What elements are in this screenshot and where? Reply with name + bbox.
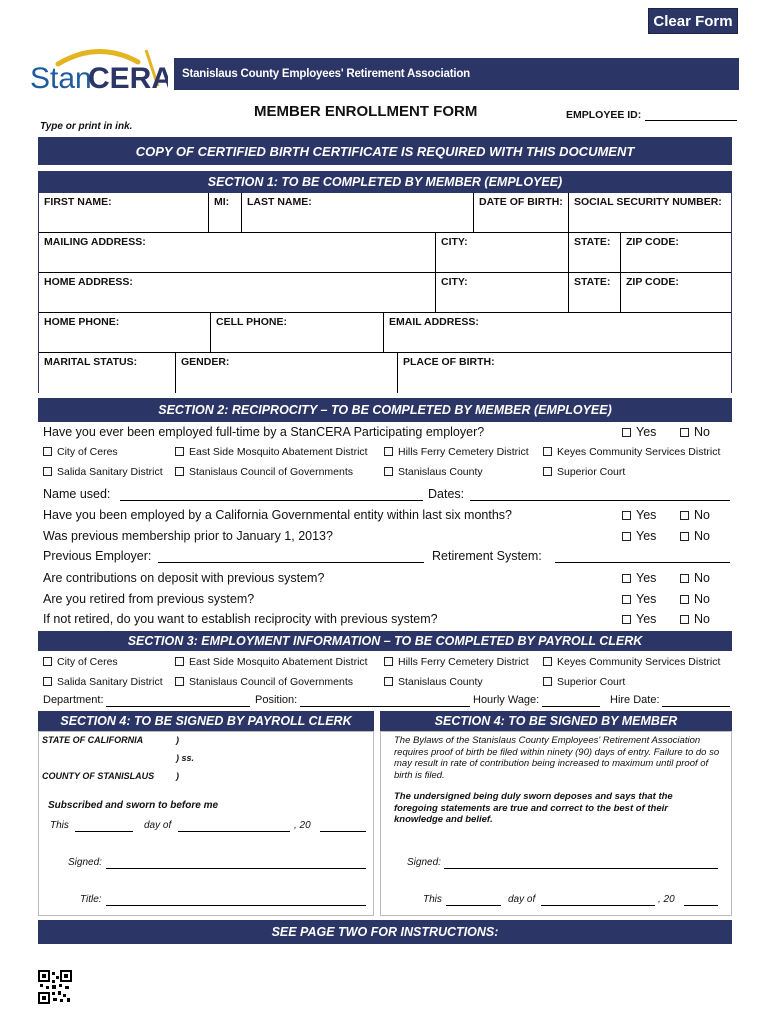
bylaws-text: The Bylaws of the Stanislaus County Employees' Retirement Association requires proof of birth be filed within ninety (90) days of entry. Failure to do so may result in rate of contribution being increased to maximum until proof of birth is filed. <box>394 735 720 781</box>
member-day-of-field[interactable] <box>541 905 655 906</box>
dates-label: Dates: <box>428 487 465 501</box>
q-california: Have you been employed by a California Governmental entity within last six months? <box>43 508 512 522</box>
employer-checkbox[interactable]: Salida Sanitary District <box>43 466 163 478</box>
position-field[interactable] <box>300 706 470 707</box>
marital-status-field[interactable]: MARITAL STATUS: <box>39 353 176 393</box>
member-this-field[interactable] <box>446 905 501 906</box>
member-day-of-label: day of <box>508 894 536 905</box>
email-field[interactable]: EMAIL ADDRESS: <box>384 313 731 353</box>
payroll-this-label: This <box>50 820 69 831</box>
member-year-field[interactable] <box>684 905 718 906</box>
q-employed-yes[interactable]: Yes <box>622 425 656 439</box>
name-used-label: Name used: <box>43 487 111 501</box>
q-employed-no[interactable]: No <box>680 425 710 439</box>
retirement-system-label: Retirement System: <box>432 549 542 563</box>
type-note: Type or print in ink. <box>40 121 133 132</box>
cell-phone-field[interactable]: CELL PHONE: <box>211 313 384 353</box>
mailing-city-field[interactable]: CITY: <box>436 233 569 273</box>
paren-1: ) <box>176 735 179 745</box>
form-title: MEMBER ENROLLMENT FORM <box>254 103 478 120</box>
dates-field[interactable] <box>470 500 730 501</box>
employer-checkbox[interactable]: East Side Mosquito Abatement District <box>175 656 368 668</box>
previous-employer-label: Previous Employer: <box>43 549 152 563</box>
hourly-wage-label: Hourly Wage: <box>473 694 540 706</box>
employer-checkbox[interactable]: East Side Mosquito Abatement District <box>175 446 368 458</box>
q-retired-no[interactable]: No <box>680 592 710 606</box>
q-reciprocity: If not retired, do you want to establish reciprocity with previous system? <box>43 612 438 626</box>
member-year-label: , 20 <box>658 894 675 905</box>
home-phone-field[interactable]: HOME PHONE: <box>39 313 211 353</box>
see-page-two: SEE PAGE TWO FOR INSTRUCTIONS: <box>38 920 732 944</box>
q-contributions-yes[interactable]: Yes <box>622 571 656 585</box>
q-contributions-no[interactable]: No <box>680 571 710 585</box>
payroll-signature-field[interactable] <box>106 868 366 869</box>
previous-employer-field[interactable] <box>158 562 424 563</box>
place-of-birth-field[interactable]: PLACE OF BIRTH: <box>398 353 731 393</box>
county-of-stanislaus: COUNTY OF STANISLAUS <box>42 771 155 781</box>
member-this-label: This <box>423 894 442 905</box>
hire-date-field[interactable] <box>662 706 730 707</box>
employer-checkbox[interactable]: Superior Court <box>543 676 625 688</box>
clear-form-button[interactable]: Clear Form <box>648 8 738 34</box>
home-zip-field[interactable]: ZIP CODE: <box>621 273 731 313</box>
department-label: Department: <box>43 694 104 706</box>
retirement-system-field[interactable] <box>555 562 730 563</box>
employer-checkbox[interactable]: Keyes Community Services District <box>543 446 720 458</box>
employer-checkbox[interactable]: Stanislaus Council of Governments <box>175 466 353 478</box>
q-reciprocity-no[interactable]: No <box>680 612 710 626</box>
q-retired: Are you retired from previous system? <box>43 592 255 606</box>
section1-header: SECTION 1: TO BE COMPLETED BY MEMBER (EMPLOYEE) <box>38 171 732 193</box>
logo-text-stan: Stan <box>30 62 92 95</box>
section4-member-header: SECTION 4: TO BE SIGNED BY MEMBER <box>380 711 732 731</box>
payroll-year-label: , 20 <box>294 820 311 831</box>
name-used-field[interactable] <box>120 500 423 501</box>
dob-field[interactable]: DATE OF BIRTH: <box>474 193 569 233</box>
section1-grid <box>38 193 732 393</box>
payroll-day-of-label: day of <box>144 820 172 831</box>
member-signature-field[interactable] <box>444 868 718 869</box>
gender-field[interactable]: GENDER: <box>176 353 398 393</box>
last-name-field[interactable]: LAST NAME: <box>242 193 474 233</box>
mailing-state-field[interactable]: STATE: <box>569 233 621 273</box>
payroll-title-label: Title: <box>80 894 102 905</box>
home-city-field[interactable]: CITY: <box>436 273 569 313</box>
state-of-california: STATE OF CALIFORNIA <box>42 735 144 745</box>
employee-id: EMPLOYEE ID: <box>566 109 737 121</box>
section3-header: SECTION 3: EMPLOYMENT INFORMATION – TO BE COMPLETED BY PAYROLL CLERK <box>38 631 732 651</box>
ssn-field[interactable]: SOCIAL SECURITY NUMBER: <box>569 193 731 233</box>
department-field[interactable] <box>106 706 250 707</box>
payroll-signed-label: Signed: <box>68 857 102 868</box>
employer-checkbox[interactable]: Salida Sanitary District <box>43 676 163 688</box>
q-prior-2013-yes[interactable]: Yes <box>622 529 656 543</box>
logo-text-cera: CERA <box>88 62 168 95</box>
q-retired-yes[interactable]: Yes <box>622 592 656 606</box>
employer-checkbox[interactable]: Stanislaus Council of Governments <box>175 676 353 688</box>
section4-payroll-header: SECTION 4: TO BE SIGNED BY PAYROLL CLERK <box>38 711 374 731</box>
mi-field[interactable]: MI: <box>209 193 242 233</box>
employer-checkbox[interactable]: Stanislaus County <box>384 676 483 688</box>
q-contributions: Are contributions on deposit with previous system? <box>43 571 325 585</box>
subscribed-text: Subscribed and sworn to before me <box>48 800 219 811</box>
birth-certificate-notice: COPY OF CERTIFIED BIRTH CERTIFICATE IS REQUIRED WITH THIS DOCUMENT <box>38 137 732 165</box>
position-label: Position: <box>255 694 298 706</box>
member-signed-label: Signed: <box>407 857 441 868</box>
payroll-day-of-field[interactable] <box>178 831 290 832</box>
hire-date-label: Hire Date: <box>610 694 660 706</box>
employee-id-field[interactable] <box>645 111 737 121</box>
q-prior-2013: Was previous membership prior to January 1, 2013? <box>43 529 333 543</box>
payroll-clerk-box <box>38 731 374 916</box>
mailing-zip-field[interactable]: ZIP CODE: <box>621 233 731 273</box>
q-reciprocity-yes[interactable]: Yes <box>622 612 656 626</box>
q-california-yes[interactable]: Yes <box>622 508 656 522</box>
employer-checkbox[interactable]: City of Ceres <box>43 446 118 458</box>
payroll-title-field[interactable] <box>106 905 366 906</box>
mailing-address-field[interactable]: MAILING ADDRESS: <box>39 233 436 273</box>
undersigned-text: The undersigned being duly sworn deposes and says that the foregoing statements are true and correct to the best of their knowledge and belief. <box>394 791 673 825</box>
employer-checkbox[interactable]: Superior Court <box>543 466 625 478</box>
employer-checkbox[interactable]: City of Ceres <box>43 656 118 668</box>
payroll-year-field[interactable] <box>320 831 366 832</box>
employer-checkbox[interactable]: Hills Ferry Cemetery District <box>384 446 529 458</box>
qr-code-icon <box>38 970 72 1004</box>
employer-checkbox[interactable]: Keyes Community Services District <box>543 656 720 668</box>
payroll-this-field[interactable] <box>75 831 133 832</box>
home-state-field[interactable]: STATE: <box>569 273 621 313</box>
stancera-logo <box>28 42 168 98</box>
home-address-field[interactable]: HOME ADDRESS: <box>39 273 436 313</box>
first-name-field[interactable]: FIRST NAME: <box>39 193 209 233</box>
q-employed: Have you ever been employed full-time by a StanCERA Participating employer? <box>43 425 485 439</box>
q-prior-2013-no[interactable]: No <box>680 529 710 543</box>
hourly-wage-field[interactable] <box>542 706 600 707</box>
q-california-no[interactable]: No <box>680 508 710 522</box>
ss-label: ) ss. <box>176 753 195 763</box>
paren-2: ) <box>176 771 179 781</box>
employer-checkbox[interactable]: Hills Ferry Cemetery District <box>384 656 529 668</box>
employer-checkbox[interactable]: Stanislaus County <box>384 466 483 478</box>
section2-header: SECTION 2: RECIPROCITY – TO BE COMPLETED BY MEMBER (EMPLOYEE) <box>38 398 732 422</box>
association-banner: Stanislaus County Employees' Retirement Association <box>174 58 739 90</box>
